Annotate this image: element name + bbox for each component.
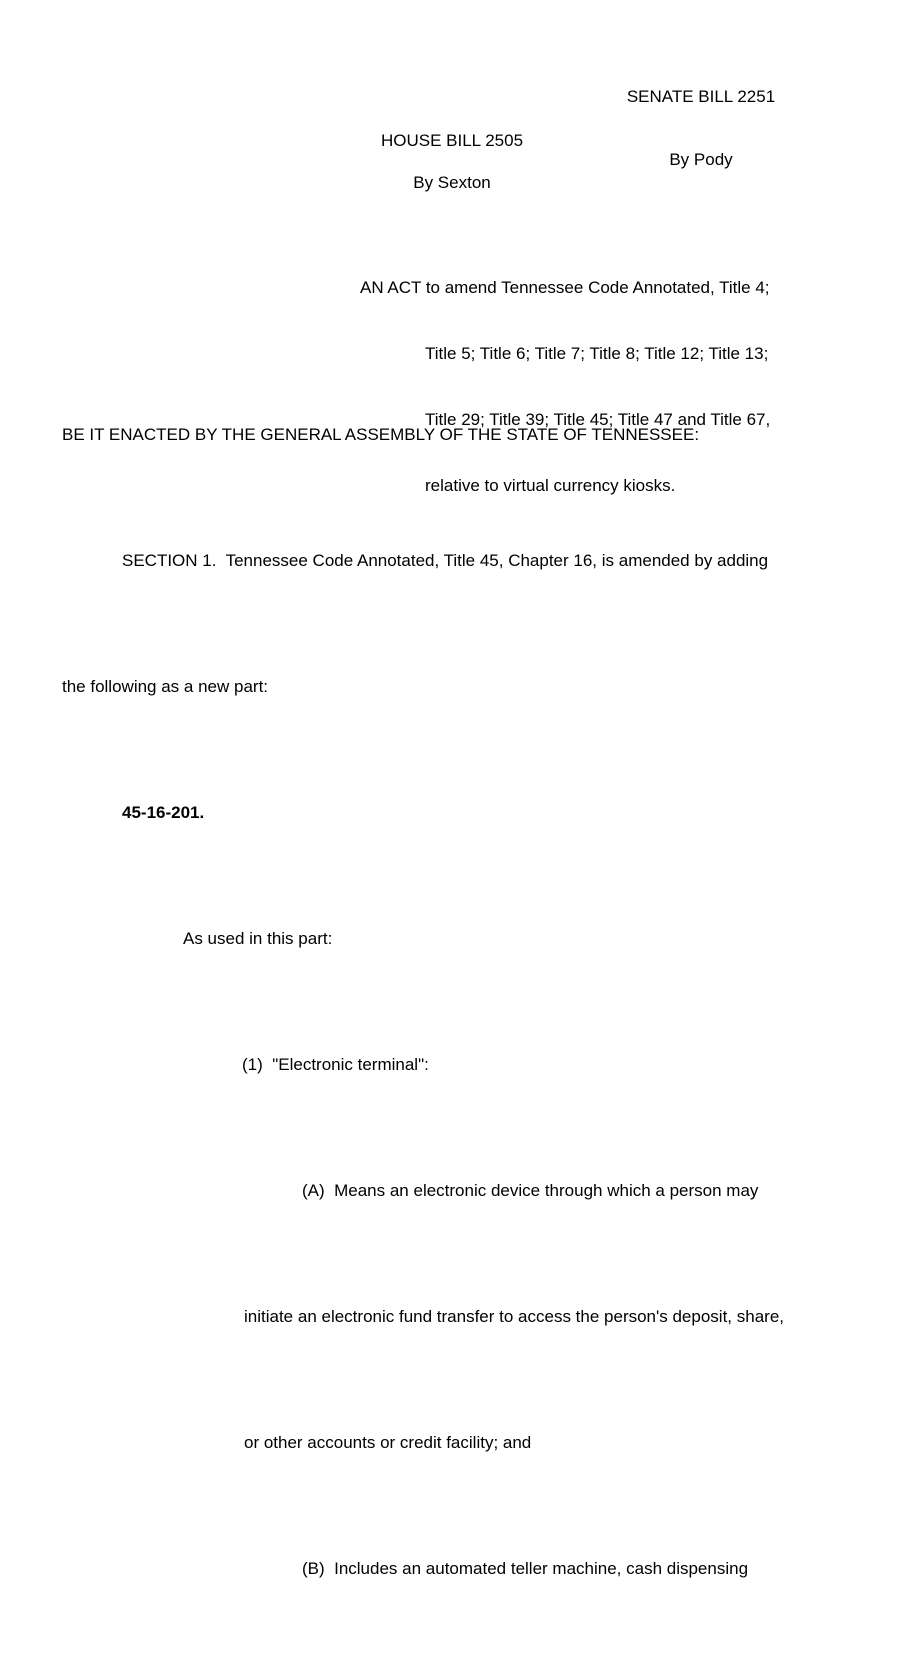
senate-bill-number: SENATE BILL 2251: [626, 87, 776, 106]
section-1-continuation: the following as a new part:: [62, 677, 269, 696]
house-bill-sponsor: By Sexton: [413, 173, 491, 192]
act-caption-line: AN ACT to amend Tennessee Code Annotated, Title 4;: [360, 278, 770, 297]
act-caption-line: Title 29; Title 39; Title 45; Title 47 and Title 67,: [425, 410, 771, 429]
definition-item-1b-line: (B) Includes an automated teller machine, cash dispensing: [302, 1559, 749, 1578]
senate-bill-sponsor: By Pody: [669, 150, 733, 169]
definition-item-1a-continuation: initiate an electronic fund transfer to access the person's deposit, share,: [244, 1307, 784, 1326]
act-caption-line: Title 5; Title 6; Title 7; Title 8; Title 12; Title 13;: [425, 344, 769, 363]
definitions-intro: As used in this part:: [183, 929, 333, 948]
definition-item-1: (1) "Electronic terminal":: [242, 1055, 429, 1074]
act-caption-line: relative to virtual currency kiosks.: [425, 476, 676, 495]
section-1-line: SECTION 1. Tennessee Code Annotated, Title 45, Chapter 16, is amended by adding: [122, 551, 769, 570]
definition-item-1a-continuation: or other accounts or credit facility; and: [244, 1433, 532, 1452]
house-bill-number: HOUSE BILL 2505: [380, 131, 524, 150]
enacting-clause: BE IT ENACTED BY THE GENERAL ASSEMBLY OF THE STATE OF TENNESSEE:: [62, 425, 700, 444]
code-section-number: 45-16-201.: [122, 803, 205, 822]
bill-body: [62, 330, 862, 1674]
definition-item-1a-line: (A) Means an electronic device through which a person may: [302, 1181, 759, 1200]
